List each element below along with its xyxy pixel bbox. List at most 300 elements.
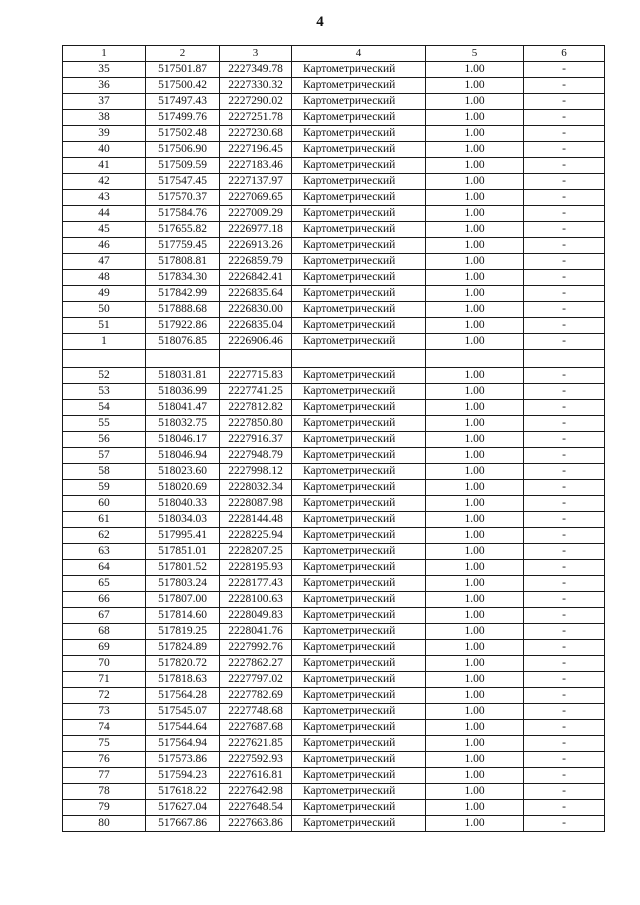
x-coordinate-cell: 517547.45 [146,174,220,190]
y-coordinate-cell: 2226859.79 [220,254,292,270]
accuracy-cell: 1.00 [426,767,524,783]
table-row [63,559,605,575]
x-coordinate-cell: 517803.24 [146,575,220,591]
x-coordinate-cell: 518034.03 [146,511,220,527]
accuracy-cell [426,350,524,368]
note-cell: - [524,302,605,318]
method-cell: Картометрический [292,479,426,495]
y-coordinate-cell: 2228195.93 [220,559,292,575]
method-cell: Картометрический [292,511,426,527]
note-cell: - [524,190,605,206]
method-cell: Картометрический [292,655,426,671]
note-cell [524,350,605,368]
point-number-cell: 68 [63,623,146,639]
point-number-cell: 52 [63,367,146,383]
point-number-cell: 60 [63,495,146,511]
accuracy-cell: 1.00 [426,222,524,238]
table-row [63,655,605,671]
point-number-cell: 42 [63,174,146,190]
point-number-cell: 54 [63,399,146,415]
page-number: 4 [316,14,324,30]
method-cell: Картометрический [292,591,426,607]
method-cell: Картометрический [292,799,426,815]
point-number-cell: 58 [63,463,146,479]
accuracy-cell: 1.00 [426,158,524,174]
table-row [63,286,605,302]
accuracy-cell: 1.00 [426,799,524,815]
point-number-cell: 55 [63,415,146,431]
table-row [63,399,605,415]
method-cell: Картометрический [292,126,426,142]
x-coordinate-cell: 517618.22 [146,783,220,799]
accuracy-cell: 1.00 [426,511,524,527]
point-number-cell: 40 [63,142,146,158]
method-cell: Картометрический [292,463,426,479]
note-cell: - [524,783,605,799]
y-coordinate-cell: 2227009.29 [220,206,292,222]
accuracy-cell: 1.00 [426,463,524,479]
method-cell: Картометрический [292,286,426,302]
y-coordinate-cell: 2228177.43 [220,575,292,591]
y-coordinate-cell [220,350,292,368]
accuracy-cell: 1.00 [426,302,524,318]
method-cell: Картометрический [292,559,426,575]
note-cell: - [524,367,605,383]
accuracy-cell: 1.00 [426,254,524,270]
y-coordinate-cell: 2227648.54 [220,799,292,815]
y-coordinate-cell: 2228087.98 [220,495,292,511]
accuracy-cell: 1.00 [426,815,524,831]
x-coordinate-cell: 517819.25 [146,623,220,639]
x-coordinate-cell: 517544.64 [146,719,220,735]
y-coordinate-cell: 2226913.26 [220,238,292,254]
y-coordinate-cell: 2227741.25 [220,383,292,399]
table-row [63,703,605,719]
accuracy-cell: 1.00 [426,607,524,623]
accuracy-cell: 1.00 [426,447,524,463]
x-coordinate-cell: 518076.85 [146,334,220,350]
note-cell: - [524,703,605,719]
note-cell: - [524,511,605,527]
y-coordinate-cell: 2227862.27 [220,655,292,671]
note-cell: - [524,158,605,174]
note-cell: - [524,254,605,270]
table-row [63,607,605,623]
table-row [63,767,605,783]
method-cell: Картометрический [292,174,426,190]
method-cell: Картометрический [292,334,426,350]
note-cell: - [524,447,605,463]
x-coordinate-cell: 517501.87 [146,62,220,78]
point-number-cell: 67 [63,607,146,623]
point-number-cell: 72 [63,687,146,703]
point-number-cell: 80 [63,815,146,831]
accuracy-cell: 1.00 [426,543,524,559]
accuracy-cell: 1.00 [426,286,524,302]
table-row [63,174,605,190]
y-coordinate-cell: 2228144.48 [220,511,292,527]
method-cell: Картометрический [292,639,426,655]
point-number-cell: 1 [63,334,146,350]
table-row [63,511,605,527]
method-cell: Картометрический [292,383,426,399]
y-coordinate-cell: 2227663.86 [220,815,292,831]
method-cell: Картометрический [292,206,426,222]
accuracy-cell: 1.00 [426,190,524,206]
method-cell: Картометрический [292,623,426,639]
table-row [63,206,605,222]
x-coordinate-cell: 518031.81 [146,367,220,383]
x-coordinate-cell: 518020.69 [146,479,220,495]
x-coordinate-cell: 517564.28 [146,687,220,703]
table-row [63,447,605,463]
x-coordinate-cell: 517667.86 [146,815,220,831]
note-cell: - [524,463,605,479]
column-header: 1 [63,46,146,62]
table-row [63,639,605,655]
table-row [63,222,605,238]
x-coordinate-cell: 517506.90 [146,142,220,158]
y-coordinate-cell: 2227330.32 [220,78,292,94]
point-number-cell: 45 [63,222,146,238]
column-header: 3 [220,46,292,62]
note-cell: - [524,270,605,286]
note-cell: - [524,543,605,559]
point-number-cell: 51 [63,318,146,334]
table-header-row [63,46,605,62]
x-coordinate-cell: 517497.43 [146,94,220,110]
accuracy-cell: 1.00 [426,238,524,254]
method-cell: Картометрический [292,367,426,383]
y-coordinate-cell: 2228032.34 [220,479,292,495]
table-row [63,815,605,831]
y-coordinate-cell: 2227137.97 [220,174,292,190]
point-number-cell [63,350,146,368]
point-number-cell: 75 [63,735,146,751]
method-cell: Картометрический [292,815,426,831]
y-coordinate-cell: 2227230.68 [220,126,292,142]
y-coordinate-cell: 2226830.00 [220,302,292,318]
accuracy-cell: 1.00 [426,479,524,495]
point-number-cell: 59 [63,479,146,495]
table-row [63,350,605,368]
method-cell: Картометрический [292,735,426,751]
y-coordinate-cell: 2228207.25 [220,543,292,559]
table-row [63,318,605,334]
x-coordinate-cell: 517824.89 [146,639,220,655]
y-coordinate-cell: 2227621.85 [220,735,292,751]
method-cell: Картометрический [292,254,426,270]
method-cell: Картометрический [292,495,426,511]
table-row [63,238,605,254]
accuracy-cell: 1.00 [426,62,524,78]
point-number-cell: 79 [63,799,146,815]
note-cell: - [524,94,605,110]
point-number-cell: 41 [63,158,146,174]
note-cell: - [524,719,605,735]
column-header: 2 [146,46,220,62]
note-cell: - [524,591,605,607]
note-cell: - [524,671,605,687]
accuracy-cell: 1.00 [426,719,524,735]
method-cell: Картометрический [292,447,426,463]
table-row [63,735,605,751]
method-cell: Картометрический [292,415,426,431]
y-coordinate-cell: 2228049.83 [220,607,292,623]
point-number-cell: 43 [63,190,146,206]
table-row [63,190,605,206]
note-cell: - [524,142,605,158]
x-coordinate-cell: 517545.07 [146,703,220,719]
table-row [63,543,605,559]
method-cell: Картометрический [292,318,426,334]
accuracy-cell: 1.00 [426,174,524,190]
table-row [63,431,605,447]
table-row [63,158,605,174]
method-cell: Картометрический [292,110,426,126]
point-number-cell: 71 [63,671,146,687]
x-coordinate-cell: 517594.23 [146,767,220,783]
x-coordinate-cell: 517818.63 [146,671,220,687]
coordinates-table-wrapper [62,45,605,832]
column-header: 6 [524,46,605,62]
point-number-cell: 65 [63,575,146,591]
method-cell: Картометрический [292,94,426,110]
table-row [63,687,605,703]
y-coordinate-cell: 2227812.82 [220,399,292,415]
table-row [63,270,605,286]
accuracy-cell: 1.00 [426,431,524,447]
note-cell: - [524,607,605,623]
x-coordinate-cell: 517851.01 [146,543,220,559]
table-row [63,302,605,318]
method-cell: Картометрический [292,399,426,415]
note-cell: - [524,751,605,767]
point-number-cell: 53 [63,383,146,399]
y-coordinate-cell: 2227183.46 [220,158,292,174]
method-cell: Картометрический [292,222,426,238]
accuracy-cell: 1.00 [426,78,524,94]
note-cell: - [524,78,605,94]
table-row [63,415,605,431]
x-coordinate-cell: 517922.86 [146,318,220,334]
note-cell: - [524,383,605,399]
note-cell: - [524,174,605,190]
x-coordinate-cell: 518040.33 [146,495,220,511]
accuracy-cell: 1.00 [426,655,524,671]
method-cell: Картометрический [292,783,426,799]
accuracy-cell: 1.00 [426,94,524,110]
table-row [63,78,605,94]
method-cell: Картометрический [292,62,426,78]
table-row [63,671,605,687]
point-number-cell: 35 [63,62,146,78]
y-coordinate-cell: 2228100.63 [220,591,292,607]
accuracy-cell: 1.00 [426,334,524,350]
accuracy-cell: 1.00 [426,639,524,655]
y-coordinate-cell: 2227616.81 [220,767,292,783]
table-row [63,62,605,78]
y-coordinate-cell: 2227642.98 [220,783,292,799]
table-row [63,623,605,639]
method-cell: Картометрический [292,751,426,767]
table-row [63,94,605,110]
method-cell: Картометрический [292,78,426,94]
accuracy-cell: 1.00 [426,623,524,639]
y-coordinate-cell: 2226906.46 [220,334,292,350]
x-coordinate-cell: 517502.48 [146,126,220,142]
y-coordinate-cell: 2227290.02 [220,94,292,110]
y-coordinate-cell: 2227797.02 [220,671,292,687]
accuracy-cell: 1.00 [426,783,524,799]
accuracy-cell: 1.00 [426,735,524,751]
x-coordinate-cell: 517888.68 [146,302,220,318]
y-coordinate-cell: 2227948.79 [220,447,292,463]
y-coordinate-cell: 2227850.80 [220,415,292,431]
method-cell [292,350,426,368]
point-number-cell: 48 [63,270,146,286]
point-number-cell: 57 [63,447,146,463]
method-cell: Картометрический [292,767,426,783]
accuracy-cell: 1.00 [426,126,524,142]
method-cell: Картометрический [292,719,426,735]
x-coordinate-cell: 517759.45 [146,238,220,254]
table-row [63,799,605,815]
x-coordinate-cell: 517584.76 [146,206,220,222]
method-cell: Картометрический [292,158,426,174]
y-coordinate-cell: 2226842.41 [220,270,292,286]
table-row [63,591,605,607]
accuracy-cell: 1.00 [426,383,524,399]
accuracy-cell: 1.00 [426,399,524,415]
table-row [63,479,605,495]
method-cell: Картометрический [292,302,426,318]
coordinates-table [62,45,605,832]
note-cell: - [524,206,605,222]
accuracy-cell: 1.00 [426,495,524,511]
point-number-cell: 66 [63,591,146,607]
note-cell: - [524,334,605,350]
point-number-cell: 49 [63,286,146,302]
method-cell: Картометрический [292,270,426,286]
table-row [63,142,605,158]
table-row [63,527,605,543]
x-coordinate-cell: 518046.17 [146,431,220,447]
table-row [63,110,605,126]
note-cell: - [524,479,605,495]
note-cell: - [524,318,605,334]
accuracy-cell: 1.00 [426,687,524,703]
column-header: 5 [426,46,524,62]
x-coordinate-cell: 517995.41 [146,527,220,543]
accuracy-cell: 1.00 [426,206,524,222]
accuracy-cell: 1.00 [426,671,524,687]
note-cell: - [524,286,605,302]
x-coordinate-cell: 517500.42 [146,78,220,94]
point-number-cell: 77 [63,767,146,783]
y-coordinate-cell: 2227992.76 [220,639,292,655]
accuracy-cell: 1.00 [426,559,524,575]
x-coordinate-cell: 517842.99 [146,286,220,302]
method-cell: Картометрический [292,238,426,254]
point-number-cell: 61 [63,511,146,527]
table-body [63,62,605,832]
method-cell: Картометрический [292,703,426,719]
accuracy-cell: 1.00 [426,527,524,543]
point-number-cell: 56 [63,431,146,447]
method-cell: Картометрический [292,671,426,687]
y-coordinate-cell: 2227592.93 [220,751,292,767]
x-coordinate-cell: 517807.00 [146,591,220,607]
y-coordinate-cell: 2227916.37 [220,431,292,447]
table-row [63,783,605,799]
point-number-cell: 70 [63,655,146,671]
accuracy-cell: 1.00 [426,575,524,591]
point-number-cell: 78 [63,783,146,799]
table-row [63,719,605,735]
point-number-cell: 76 [63,751,146,767]
note-cell: - [524,110,605,126]
x-coordinate-cell: 517834.30 [146,270,220,286]
point-number-cell: 47 [63,254,146,270]
note-cell: - [524,735,605,751]
point-number-cell: 63 [63,543,146,559]
y-coordinate-cell: 2228041.76 [220,623,292,639]
point-number-cell: 46 [63,238,146,254]
column-header: 4 [292,46,426,62]
point-number-cell: 44 [63,206,146,222]
x-coordinate-cell: 517801.52 [146,559,220,575]
accuracy-cell: 1.00 [426,110,524,126]
y-coordinate-cell: 2228225.94 [220,527,292,543]
y-coordinate-cell: 2227687.68 [220,719,292,735]
table-row [63,575,605,591]
note-cell: - [524,639,605,655]
table-row [63,495,605,511]
y-coordinate-cell: 2227748.68 [220,703,292,719]
note-cell: - [524,415,605,431]
x-coordinate-cell: 517573.86 [146,751,220,767]
point-number-cell: 37 [63,94,146,110]
point-number-cell: 74 [63,719,146,735]
note-cell: - [524,815,605,831]
table-row [63,751,605,767]
table-row [63,126,605,142]
x-coordinate-cell: 518046.94 [146,447,220,463]
y-coordinate-cell: 2226977.18 [220,222,292,238]
method-cell: Картометрический [292,543,426,559]
table-row [63,383,605,399]
point-number-cell: 38 [63,110,146,126]
y-coordinate-cell: 2227715.83 [220,367,292,383]
note-cell: - [524,575,605,591]
note-cell: - [524,559,605,575]
x-coordinate-cell: 518032.75 [146,415,220,431]
x-coordinate-cell: 517509.59 [146,158,220,174]
x-coordinate-cell [146,350,220,368]
point-number-cell: 73 [63,703,146,719]
x-coordinate-cell: 518041.47 [146,399,220,415]
x-coordinate-cell: 517814.60 [146,607,220,623]
accuracy-cell: 1.00 [426,318,524,334]
x-coordinate-cell: 517499.76 [146,110,220,126]
method-cell: Картометрический [292,687,426,703]
table-row [63,463,605,479]
note-cell: - [524,431,605,447]
method-cell: Картометрический [292,142,426,158]
point-number-cell: 62 [63,527,146,543]
accuracy-cell: 1.00 [426,591,524,607]
